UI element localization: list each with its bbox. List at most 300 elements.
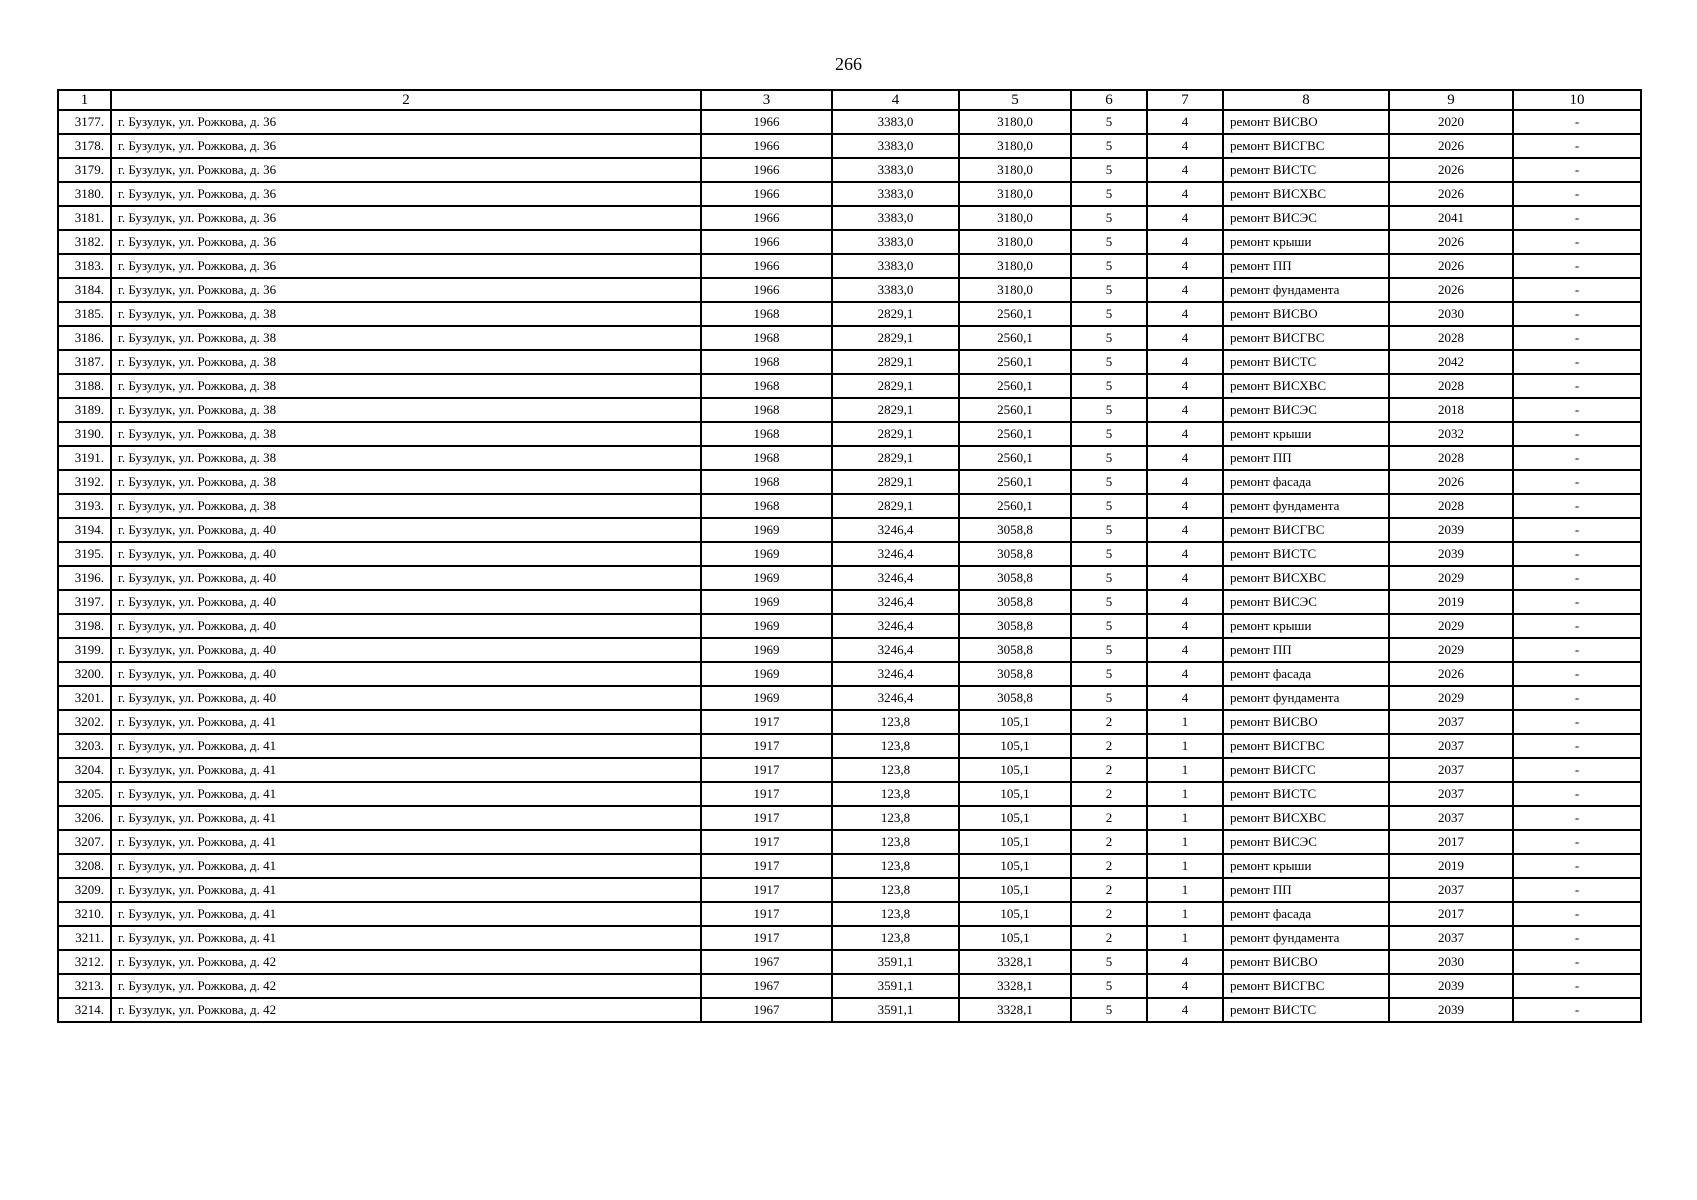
entrances-cell: 4 — [1147, 326, 1223, 350]
note-cell: - — [1513, 950, 1641, 974]
year-built-cell: 1966 — [701, 206, 832, 230]
total-area-cell: 123,8 — [832, 710, 959, 734]
entrances-cell: 4 — [1147, 206, 1223, 230]
living-area-cell: 105,1 — [959, 758, 1071, 782]
year-built-cell: 1968 — [701, 422, 832, 446]
year-built-cell: 1917 — [701, 902, 832, 926]
living-area-cell: 3180,0 — [959, 230, 1071, 254]
entrances-cell: 1 — [1147, 758, 1223, 782]
note-cell: - — [1513, 278, 1641, 302]
total-area-cell: 3591,1 — [832, 998, 959, 1022]
row-number-cell: 3209. — [58, 878, 111, 902]
floors-cell: 5 — [1071, 614, 1147, 638]
year-built-cell: 1968 — [701, 350, 832, 374]
note-cell: - — [1513, 686, 1641, 710]
year-built-cell: 1967 — [701, 974, 832, 998]
address-cell: г. Бузулук, ул. Рожкова, д. 36 — [111, 134, 701, 158]
year-built-cell: 1969 — [701, 590, 832, 614]
table-row — [58, 158, 1641, 182]
living-area-cell: 105,1 — [959, 854, 1071, 878]
row-number-cell: 3186. — [58, 326, 111, 350]
living-area-cell: 3058,8 — [959, 590, 1071, 614]
floors-cell: 2 — [1071, 734, 1147, 758]
floors-cell: 5 — [1071, 542, 1147, 566]
planned-year-cell: 2029 — [1389, 686, 1513, 710]
row-number-cell: 3192. — [58, 470, 111, 494]
table-row — [58, 782, 1641, 806]
table-row — [58, 446, 1641, 470]
table-row — [58, 950, 1641, 974]
year-built-cell: 1966 — [701, 134, 832, 158]
work-type-cell: ремонт фундамента — [1223, 926, 1389, 950]
column-header-7: 7 — [1147, 90, 1223, 110]
planned-year-cell: 2028 — [1389, 374, 1513, 398]
table-row — [58, 710, 1641, 734]
entrances-cell: 4 — [1147, 182, 1223, 206]
address-cell: г. Бузулук, ул. Рожкова, д. 41 — [111, 854, 701, 878]
work-type-cell: ремонт ВИСЭС — [1223, 398, 1389, 422]
year-built-cell: 1917 — [701, 854, 832, 878]
work-type-cell: ремонт ВИСВО — [1223, 110, 1389, 134]
living-area-cell: 3058,8 — [959, 638, 1071, 662]
floors-cell: 5 — [1071, 278, 1147, 302]
total-area-cell: 3383,0 — [832, 110, 959, 134]
entrances-cell: 4 — [1147, 998, 1223, 1022]
table-row — [58, 422, 1641, 446]
planned-year-cell: 2029 — [1389, 566, 1513, 590]
total-area-cell: 2829,1 — [832, 446, 959, 470]
floors-cell: 5 — [1071, 638, 1147, 662]
planned-year-cell: 2026 — [1389, 278, 1513, 302]
total-area-cell: 3383,0 — [832, 254, 959, 278]
planned-year-cell: 2037 — [1389, 734, 1513, 758]
row-number-cell: 3189. — [58, 398, 111, 422]
entrances-cell: 1 — [1147, 782, 1223, 806]
address-cell: г. Бузулук, ул. Рожкова, д. 41 — [111, 926, 701, 950]
table-row — [58, 542, 1641, 566]
address-cell: г. Бузулук, ул. Рожкова, д. 41 — [111, 830, 701, 854]
table-row — [58, 734, 1641, 758]
work-type-cell: ремонт ВИСХВС — [1223, 806, 1389, 830]
note-cell: - — [1513, 566, 1641, 590]
work-type-cell: ремонт ВИСХВС — [1223, 566, 1389, 590]
planned-year-cell: 2037 — [1389, 782, 1513, 806]
work-type-cell: ремонт ПП — [1223, 254, 1389, 278]
planned-year-cell: 2039 — [1389, 542, 1513, 566]
row-number-cell: 3208. — [58, 854, 111, 878]
living-area-cell: 3180,0 — [959, 278, 1071, 302]
row-number-cell: 3188. — [58, 374, 111, 398]
total-area-cell: 123,8 — [832, 854, 959, 878]
row-number-cell: 3198. — [58, 614, 111, 638]
planned-year-cell: 2041 — [1389, 206, 1513, 230]
total-area-cell: 2829,1 — [832, 398, 959, 422]
table-row — [58, 830, 1641, 854]
table-row — [58, 398, 1641, 422]
planned-year-cell: 2028 — [1389, 494, 1513, 518]
row-number-cell: 3190. — [58, 422, 111, 446]
note-cell: - — [1513, 758, 1641, 782]
entrances-cell: 4 — [1147, 518, 1223, 542]
address-cell: г. Бузулук, ул. Рожкова, д. 36 — [111, 254, 701, 278]
note-cell: - — [1513, 974, 1641, 998]
note-cell: - — [1513, 494, 1641, 518]
floors-cell: 5 — [1071, 326, 1147, 350]
total-area-cell: 3591,1 — [832, 974, 959, 998]
floors-cell: 5 — [1071, 398, 1147, 422]
note-cell: - — [1513, 254, 1641, 278]
living-area-cell: 2560,1 — [959, 326, 1071, 350]
year-built-cell: 1968 — [701, 374, 832, 398]
entrances-cell: 4 — [1147, 614, 1223, 638]
planned-year-cell: 2039 — [1389, 974, 1513, 998]
note-cell: - — [1513, 230, 1641, 254]
table-row — [58, 878, 1641, 902]
planned-year-cell: 2037 — [1389, 806, 1513, 830]
address-cell: г. Бузулук, ул. Рожкова, д. 38 — [111, 398, 701, 422]
table-row — [58, 854, 1641, 878]
row-number-cell: 3193. — [58, 494, 111, 518]
floors-cell: 2 — [1071, 830, 1147, 854]
note-cell: - — [1513, 638, 1641, 662]
header-row — [58, 90, 1641, 110]
address-cell: г. Бузулук, ул. Рожкова, д. 42 — [111, 950, 701, 974]
address-cell: г. Бузулук, ул. Рожкова, д. 38 — [111, 494, 701, 518]
living-area-cell: 2560,1 — [959, 302, 1071, 326]
address-cell: г. Бузулук, ул. Рожкова, д. 40 — [111, 542, 701, 566]
address-cell: г. Бузулук, ул. Рожкова, д. 42 — [111, 974, 701, 998]
note-cell: - — [1513, 854, 1641, 878]
table-row — [58, 134, 1641, 158]
planned-year-cell: 2037 — [1389, 878, 1513, 902]
work-type-cell: ремонт ВИСТС — [1223, 158, 1389, 182]
table-row — [58, 230, 1641, 254]
planned-year-cell: 2039 — [1389, 518, 1513, 542]
row-number-cell: 3177. — [58, 110, 111, 134]
year-built-cell: 1917 — [701, 758, 832, 782]
row-number-cell: 3199. — [58, 638, 111, 662]
floors-cell: 5 — [1071, 470, 1147, 494]
floors-cell: 5 — [1071, 182, 1147, 206]
address-cell: г. Бузулук, ул. Рожкова, д. 40 — [111, 590, 701, 614]
entrances-cell: 1 — [1147, 926, 1223, 950]
table-row — [58, 566, 1641, 590]
row-number-cell: 3211. — [58, 926, 111, 950]
floors-cell: 5 — [1071, 230, 1147, 254]
year-built-cell: 1917 — [701, 710, 832, 734]
work-type-cell: ремонт фундамента — [1223, 686, 1389, 710]
work-type-cell: ремонт ВИСТС — [1223, 782, 1389, 806]
total-area-cell: 3246,4 — [832, 638, 959, 662]
work-type-cell: ремонт фасада — [1223, 470, 1389, 494]
address-cell: г. Бузулук, ул. Рожкова, д. 41 — [111, 710, 701, 734]
entrances-cell: 4 — [1147, 566, 1223, 590]
row-number-cell: 3180. — [58, 182, 111, 206]
note-cell: - — [1513, 782, 1641, 806]
note-cell: - — [1513, 302, 1641, 326]
work-type-cell: ремонт ВИСВО — [1223, 302, 1389, 326]
planned-year-cell: 2020 — [1389, 110, 1513, 134]
living-area-cell: 3058,8 — [959, 686, 1071, 710]
work-type-cell: ремонт ВИСВО — [1223, 950, 1389, 974]
planned-year-cell: 2029 — [1389, 614, 1513, 638]
living-area-cell: 2560,1 — [959, 398, 1071, 422]
work-type-cell: ремонт ВИСГВС — [1223, 134, 1389, 158]
entrances-cell: 4 — [1147, 302, 1223, 326]
planned-year-cell: 2019 — [1389, 854, 1513, 878]
year-built-cell: 1917 — [701, 806, 832, 830]
planned-year-cell: 2030 — [1389, 302, 1513, 326]
entrances-cell: 4 — [1147, 662, 1223, 686]
row-number-cell: 3178. — [58, 134, 111, 158]
living-area-cell: 3180,0 — [959, 254, 1071, 278]
total-area-cell: 2829,1 — [832, 374, 959, 398]
entrances-cell: 1 — [1147, 806, 1223, 830]
living-area-cell: 105,1 — [959, 830, 1071, 854]
living-area-cell: 105,1 — [959, 806, 1071, 830]
address-cell: г. Бузулук, ул. Рожкова, д. 40 — [111, 638, 701, 662]
entrances-cell: 4 — [1147, 254, 1223, 278]
table-row — [58, 974, 1641, 998]
address-cell: г. Бузулук, ул. Рожкова, д. 38 — [111, 350, 701, 374]
row-number-cell: 3202. — [58, 710, 111, 734]
address-cell: г. Бузулук, ул. Рожкова, д. 36 — [111, 230, 701, 254]
planned-year-cell: 2028 — [1389, 446, 1513, 470]
total-area-cell: 3383,0 — [832, 278, 959, 302]
total-area-cell: 3246,4 — [832, 686, 959, 710]
table-row — [58, 494, 1641, 518]
year-built-cell: 1917 — [701, 830, 832, 854]
column-header-6: 6 — [1071, 90, 1147, 110]
row-number-cell: 3179. — [58, 158, 111, 182]
note-cell: - — [1513, 518, 1641, 542]
table-row — [58, 470, 1641, 494]
floors-cell: 5 — [1071, 446, 1147, 470]
table-row — [58, 254, 1641, 278]
floors-cell: 2 — [1071, 926, 1147, 950]
row-number-cell: 3207. — [58, 830, 111, 854]
work-type-cell: ремонт крыши — [1223, 614, 1389, 638]
year-built-cell: 1968 — [701, 398, 832, 422]
table-row — [58, 110, 1641, 134]
floors-cell: 5 — [1071, 686, 1147, 710]
work-type-cell: ремонт ВИСГВС — [1223, 518, 1389, 542]
year-built-cell: 1966 — [701, 230, 832, 254]
table-row — [58, 326, 1641, 350]
table-row — [58, 638, 1641, 662]
year-built-cell: 1917 — [701, 734, 832, 758]
planned-year-cell: 2017 — [1389, 902, 1513, 926]
table-row — [58, 758, 1641, 782]
note-cell: - — [1513, 398, 1641, 422]
planned-year-cell: 2037 — [1389, 926, 1513, 950]
address-cell: г. Бузулук, ул. Рожкова, д. 38 — [111, 470, 701, 494]
entrances-cell: 4 — [1147, 158, 1223, 182]
row-number-cell: 3183. — [58, 254, 111, 278]
work-type-cell: ремонт ПП — [1223, 638, 1389, 662]
work-type-cell: ремонт крыши — [1223, 854, 1389, 878]
total-area-cell: 3246,4 — [832, 566, 959, 590]
total-area-cell: 3246,4 — [832, 518, 959, 542]
living-area-cell: 105,1 — [959, 902, 1071, 926]
planned-year-cell: 2026 — [1389, 230, 1513, 254]
entrances-cell: 4 — [1147, 590, 1223, 614]
row-number-cell: 3212. — [58, 950, 111, 974]
address-cell: г. Бузулук, ул. Рожкова, д. 42 — [111, 998, 701, 1022]
planned-year-cell: 2032 — [1389, 422, 1513, 446]
year-built-cell: 1969 — [701, 614, 832, 638]
entrances-cell: 4 — [1147, 134, 1223, 158]
entrances-cell: 4 — [1147, 638, 1223, 662]
floors-cell: 2 — [1071, 806, 1147, 830]
total-area-cell: 123,8 — [832, 878, 959, 902]
floors-cell: 5 — [1071, 110, 1147, 134]
work-type-cell: ремонт ВИСТС — [1223, 542, 1389, 566]
floors-cell: 5 — [1071, 206, 1147, 230]
column-header-3: 3 — [701, 90, 832, 110]
total-area-cell: 3383,0 — [832, 182, 959, 206]
address-cell: г. Бузулук, ул. Рожкова, д. 36 — [111, 278, 701, 302]
work-type-cell: ремонт фундамента — [1223, 494, 1389, 518]
floors-cell: 5 — [1071, 302, 1147, 326]
total-area-cell: 3246,4 — [832, 590, 959, 614]
table-row — [58, 182, 1641, 206]
address-cell: г. Бузулук, ул. Рожкова, д. 41 — [111, 806, 701, 830]
work-type-cell: ремонт ВИСХВС — [1223, 374, 1389, 398]
column-header-5: 5 — [959, 90, 1071, 110]
living-area-cell: 105,1 — [959, 734, 1071, 758]
entrances-cell: 4 — [1147, 374, 1223, 398]
row-number-cell: 3184. — [58, 278, 111, 302]
living-area-cell: 3180,0 — [959, 158, 1071, 182]
note-cell: - — [1513, 542, 1641, 566]
work-type-cell: ремонт фасада — [1223, 902, 1389, 926]
total-area-cell: 2829,1 — [832, 302, 959, 326]
address-cell: г. Бузулук, ул. Рожкова, д. 41 — [111, 782, 701, 806]
table-row — [58, 998, 1641, 1022]
table-row — [58, 614, 1641, 638]
year-built-cell: 1917 — [701, 782, 832, 806]
total-area-cell: 2829,1 — [832, 494, 959, 518]
table-row — [58, 302, 1641, 326]
planned-year-cell: 2026 — [1389, 182, 1513, 206]
note-cell: - — [1513, 998, 1641, 1022]
address-cell: г. Бузулук, ул. Рожкова, д. 36 — [111, 182, 701, 206]
year-built-cell: 1966 — [701, 182, 832, 206]
work-type-cell: ремонт фундамента — [1223, 278, 1389, 302]
row-number-cell: 3214. — [58, 998, 111, 1022]
entrances-cell: 4 — [1147, 350, 1223, 374]
living-area-cell: 3328,1 — [959, 974, 1071, 998]
entrances-cell: 4 — [1147, 974, 1223, 998]
total-area-cell: 123,8 — [832, 782, 959, 806]
year-built-cell: 1968 — [701, 494, 832, 518]
total-area-cell: 2829,1 — [832, 350, 959, 374]
planned-year-cell: 2026 — [1389, 254, 1513, 278]
floors-cell: 2 — [1071, 758, 1147, 782]
note-cell: - — [1513, 374, 1641, 398]
note-cell: - — [1513, 206, 1641, 230]
address-cell: г. Бузулук, ул. Рожкова, д. 40 — [111, 566, 701, 590]
entrances-cell: 4 — [1147, 398, 1223, 422]
work-type-cell: ремонт ВИСЭС — [1223, 206, 1389, 230]
row-number-cell: 3187. — [58, 350, 111, 374]
address-cell: г. Бузулук, ул. Рожкова, д. 38 — [111, 422, 701, 446]
entrances-cell: 4 — [1147, 494, 1223, 518]
living-area-cell: 3058,8 — [959, 566, 1071, 590]
planned-year-cell: 2029 — [1389, 638, 1513, 662]
note-cell: - — [1513, 878, 1641, 902]
year-built-cell: 1966 — [701, 158, 832, 182]
entrances-cell: 4 — [1147, 950, 1223, 974]
total-area-cell: 2829,1 — [832, 326, 959, 350]
total-area-cell: 123,8 — [832, 758, 959, 782]
address-cell: г. Бузулук, ул. Рожкова, д. 38 — [111, 302, 701, 326]
address-cell: г. Бузулук, ул. Рожкова, д. 41 — [111, 902, 701, 926]
floors-cell: 5 — [1071, 998, 1147, 1022]
living-area-cell: 2560,1 — [959, 446, 1071, 470]
row-number-cell: 3200. — [58, 662, 111, 686]
planned-year-cell: 2017 — [1389, 830, 1513, 854]
floors-cell: 2 — [1071, 710, 1147, 734]
year-built-cell: 1969 — [701, 662, 832, 686]
work-type-cell: ремонт ВИСВО — [1223, 710, 1389, 734]
total-area-cell: 3383,0 — [832, 158, 959, 182]
note-cell: - — [1513, 326, 1641, 350]
living-area-cell: 2560,1 — [959, 350, 1071, 374]
living-area-cell: 2560,1 — [959, 470, 1071, 494]
planned-year-cell: 2026 — [1389, 134, 1513, 158]
note-cell: - — [1513, 158, 1641, 182]
planned-year-cell: 2028 — [1389, 326, 1513, 350]
floors-cell: 5 — [1071, 590, 1147, 614]
total-area-cell: 123,8 — [832, 902, 959, 926]
floors-cell: 2 — [1071, 902, 1147, 926]
living-area-cell: 105,1 — [959, 878, 1071, 902]
address-cell: г. Бузулук, ул. Рожкова, д. 38 — [111, 446, 701, 470]
row-number-cell: 3194. — [58, 518, 111, 542]
entrances-cell: 4 — [1147, 686, 1223, 710]
entrances-cell: 4 — [1147, 470, 1223, 494]
work-type-cell: ремонт ВИСТС — [1223, 998, 1389, 1022]
total-area-cell: 2829,1 — [832, 422, 959, 446]
row-number-cell: 3210. — [58, 902, 111, 926]
total-area-cell: 123,8 — [832, 806, 959, 830]
entrances-cell: 1 — [1147, 734, 1223, 758]
year-built-cell: 1969 — [701, 518, 832, 542]
note-cell: - — [1513, 182, 1641, 206]
note-cell: - — [1513, 590, 1641, 614]
total-area-cell: 123,8 — [832, 830, 959, 854]
address-cell: г. Бузулук, ул. Рожкова, д. 41 — [111, 734, 701, 758]
floors-cell: 5 — [1071, 974, 1147, 998]
address-cell: г. Бузулук, ул. Рожкова, д. 40 — [111, 662, 701, 686]
entrances-cell: 4 — [1147, 110, 1223, 134]
row-number-cell: 3204. — [58, 758, 111, 782]
work-type-cell: ремонт крыши — [1223, 422, 1389, 446]
work-type-cell: ремонт крыши — [1223, 230, 1389, 254]
year-built-cell: 1966 — [701, 254, 832, 278]
floors-cell: 5 — [1071, 494, 1147, 518]
entrances-cell: 4 — [1147, 230, 1223, 254]
entrances-cell: 1 — [1147, 902, 1223, 926]
total-area-cell: 3383,0 — [832, 230, 959, 254]
floors-cell: 2 — [1071, 878, 1147, 902]
work-type-cell: ремонт ВИСТС — [1223, 350, 1389, 374]
note-cell: - — [1513, 902, 1641, 926]
work-type-cell: ремонт ВИСХВС — [1223, 182, 1389, 206]
row-number-cell: 3185. — [58, 302, 111, 326]
